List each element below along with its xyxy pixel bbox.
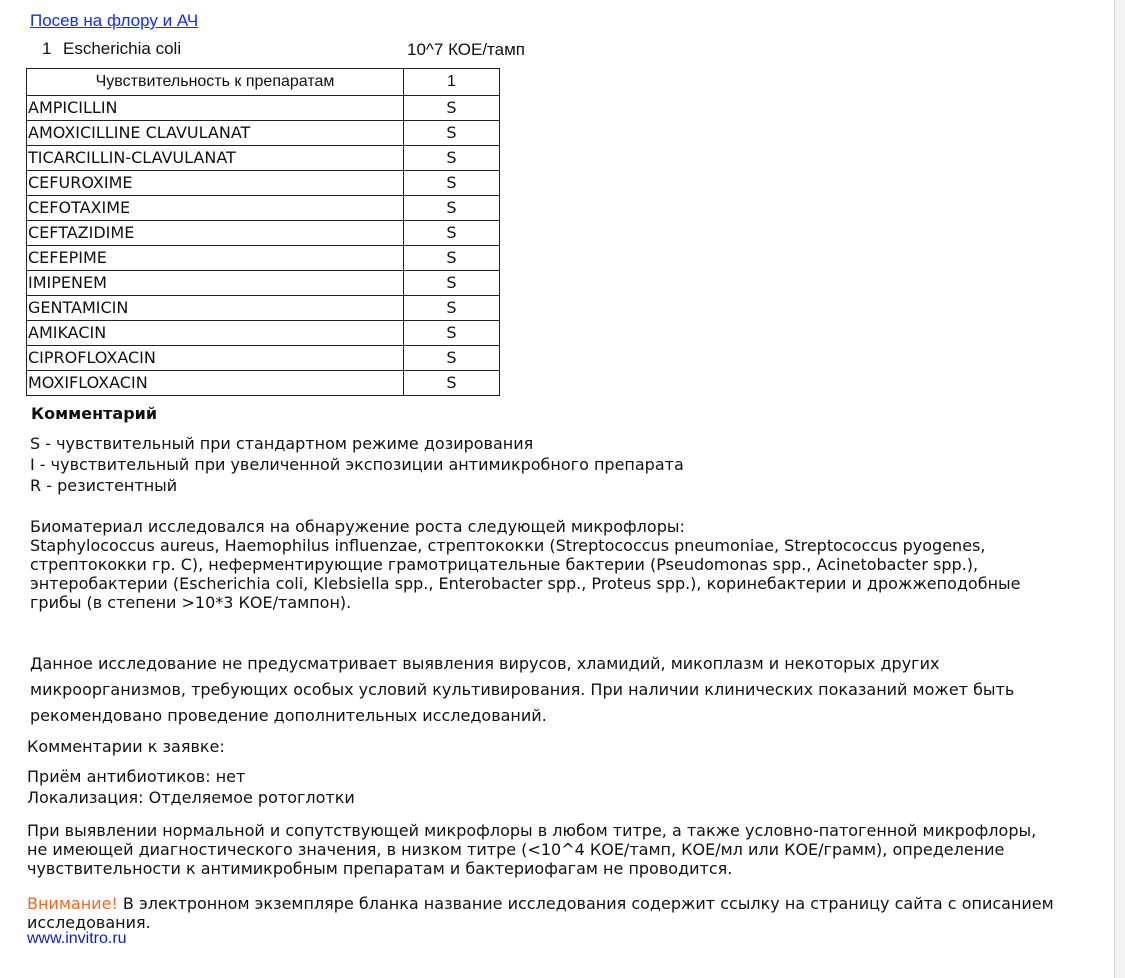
drug-name: CIPROFLOXACIN xyxy=(27,346,404,371)
paragraph-line: чувствительности к антимикробным препаратам и бактериофагам не проводится. xyxy=(27,859,733,878)
warning-text: В электронном экземпляре бланка название исследования содержит ссылку на страницу сайта с описанием xyxy=(117,894,1054,913)
table-header-row xyxy=(27,69,500,96)
legend-line-r: R - резистентный xyxy=(30,476,178,495)
sensitivity-result: S xyxy=(404,271,500,296)
table-row xyxy=(27,321,500,346)
table-row xyxy=(27,96,500,121)
paragraph-line: При выявлении нормальной и сопутствующей микрофлоры в любом титре, а также условно-патогенной микрофлоры, xyxy=(27,821,1037,840)
limitations-paragraph xyxy=(30,651,1070,729)
normal-flora-note xyxy=(27,821,1092,878)
comment-heading: Комментарий xyxy=(31,404,158,423)
table-row xyxy=(27,246,500,271)
sensitivity-result: S xyxy=(404,371,500,396)
table-header-column: 1 xyxy=(404,69,500,96)
paragraph-line: Данное исследование не предусматривает выявления вирусов, хламидий, микоплазм и некоторых других xyxy=(30,654,940,673)
sensitivity-result: S xyxy=(404,146,500,171)
paragraph-line: Staphylococcus aureus, Haemophilus influenzae, стрептококки (Streptococcus pneumoniae, Streptococcus pyogenes, xyxy=(30,536,986,555)
warning-label: Внимание! xyxy=(27,894,118,913)
drug-name: AMOXICILLINE CLAVULANAT xyxy=(27,121,404,146)
warning-note xyxy=(27,894,1092,932)
drug-name: MOXIFLOXACIN xyxy=(27,371,404,396)
table-row xyxy=(27,271,500,296)
table-body xyxy=(27,96,500,396)
sensitivity-result: S xyxy=(404,121,500,146)
sensitivity-result: S xyxy=(404,221,500,246)
table-row xyxy=(27,171,500,196)
drug-name: CEFOTAXIME xyxy=(27,196,404,221)
request-comments-heading: Комментарии к заявке: xyxy=(27,737,225,756)
sensitivity-table xyxy=(26,68,500,396)
website-link[interactable]: www.invitro.ru xyxy=(27,930,127,947)
sensitivity-result: S xyxy=(404,196,500,221)
drug-name: CEFEPIME xyxy=(27,246,404,271)
sensitivity-result: S xyxy=(404,96,500,121)
paragraph-line: рекомендовано проведение дополнительных исследований. xyxy=(30,706,547,725)
table-row xyxy=(27,146,500,171)
sensitivity-legend xyxy=(30,433,684,496)
request-comments xyxy=(27,766,355,808)
drug-name: GENTAMICIN xyxy=(27,296,404,321)
paragraph-line: не имеющей диагностического значения, в низком титре (<10^4 КОЕ/тамп, КОЕ/мл или КОЕ/грамм), определение xyxy=(27,840,1005,859)
table-row xyxy=(27,346,500,371)
paragraph-line: энтеробактерии (Escherichia coli, Klebsiella spp., Enterobacter spp., Proteus spp.), коринебактерии и дрожжеподобные xyxy=(30,574,1021,593)
sensitivity-result: S xyxy=(404,296,500,321)
table-header-drug: Чувствительность к препаратам xyxy=(27,69,404,96)
organism-name: Escherichia coli xyxy=(63,39,182,58)
sensitivity-result: S xyxy=(404,321,500,346)
sensitivity-result: S xyxy=(404,171,500,196)
organism-titer: 10^7 КОЕ/тамп xyxy=(407,40,526,59)
drug-name: CEFUROXIME xyxy=(27,171,404,196)
table-row xyxy=(27,221,500,246)
drug-name: IMIPENEM xyxy=(27,271,404,296)
table-row xyxy=(27,121,500,146)
legend-line-i: I - чувствительный при увеличенной экспозиции антимикробного препарата xyxy=(30,455,684,474)
warning-line-2: исследования. xyxy=(27,913,151,932)
drug-name: AMPICILLIN xyxy=(27,96,404,121)
paragraph-line: стрептококки гр. С), неферментирующие грамотрицательные бактерии (Pseudomonas spp., Acinetobacter spp.), xyxy=(30,555,979,574)
table-row xyxy=(27,196,500,221)
biomaterial-paragraph xyxy=(30,517,1090,612)
sample-localization: Локализация: Отделяемое ротоглотки xyxy=(27,788,355,807)
study-title-link[interactable]: Посев на флору и АЧ xyxy=(30,11,199,30)
antibiotics-intake: Приём антибиотиков: нет xyxy=(27,767,246,786)
table-row xyxy=(27,296,500,321)
organism-number: 1 xyxy=(42,39,52,58)
warning-line xyxy=(27,894,1092,913)
drug-name: TICARCILLIN-CLAVULANAT xyxy=(27,146,404,171)
table-row xyxy=(27,371,500,396)
sensitivity-result: S xyxy=(404,246,500,271)
sensitivity-result: S xyxy=(404,346,500,371)
paragraph-line: Биоматериал исследовался на обнаружение роста следующей микрофлоры: xyxy=(30,517,685,536)
paragraph-line: грибы (в степени >10*3 КОЕ/тампон). xyxy=(30,593,352,612)
drug-name: CEFTAZIDIME xyxy=(27,221,404,246)
page-edge xyxy=(1115,0,1125,978)
paragraph-line: микроорганизмов, требующих особых условий культивирования. При наличии клинических показаний может быть xyxy=(30,680,1015,699)
legend-line-s: S - чувствительный при стандартном режиме дозирования xyxy=(30,434,534,453)
drug-name: AMIKACIN xyxy=(27,321,404,346)
